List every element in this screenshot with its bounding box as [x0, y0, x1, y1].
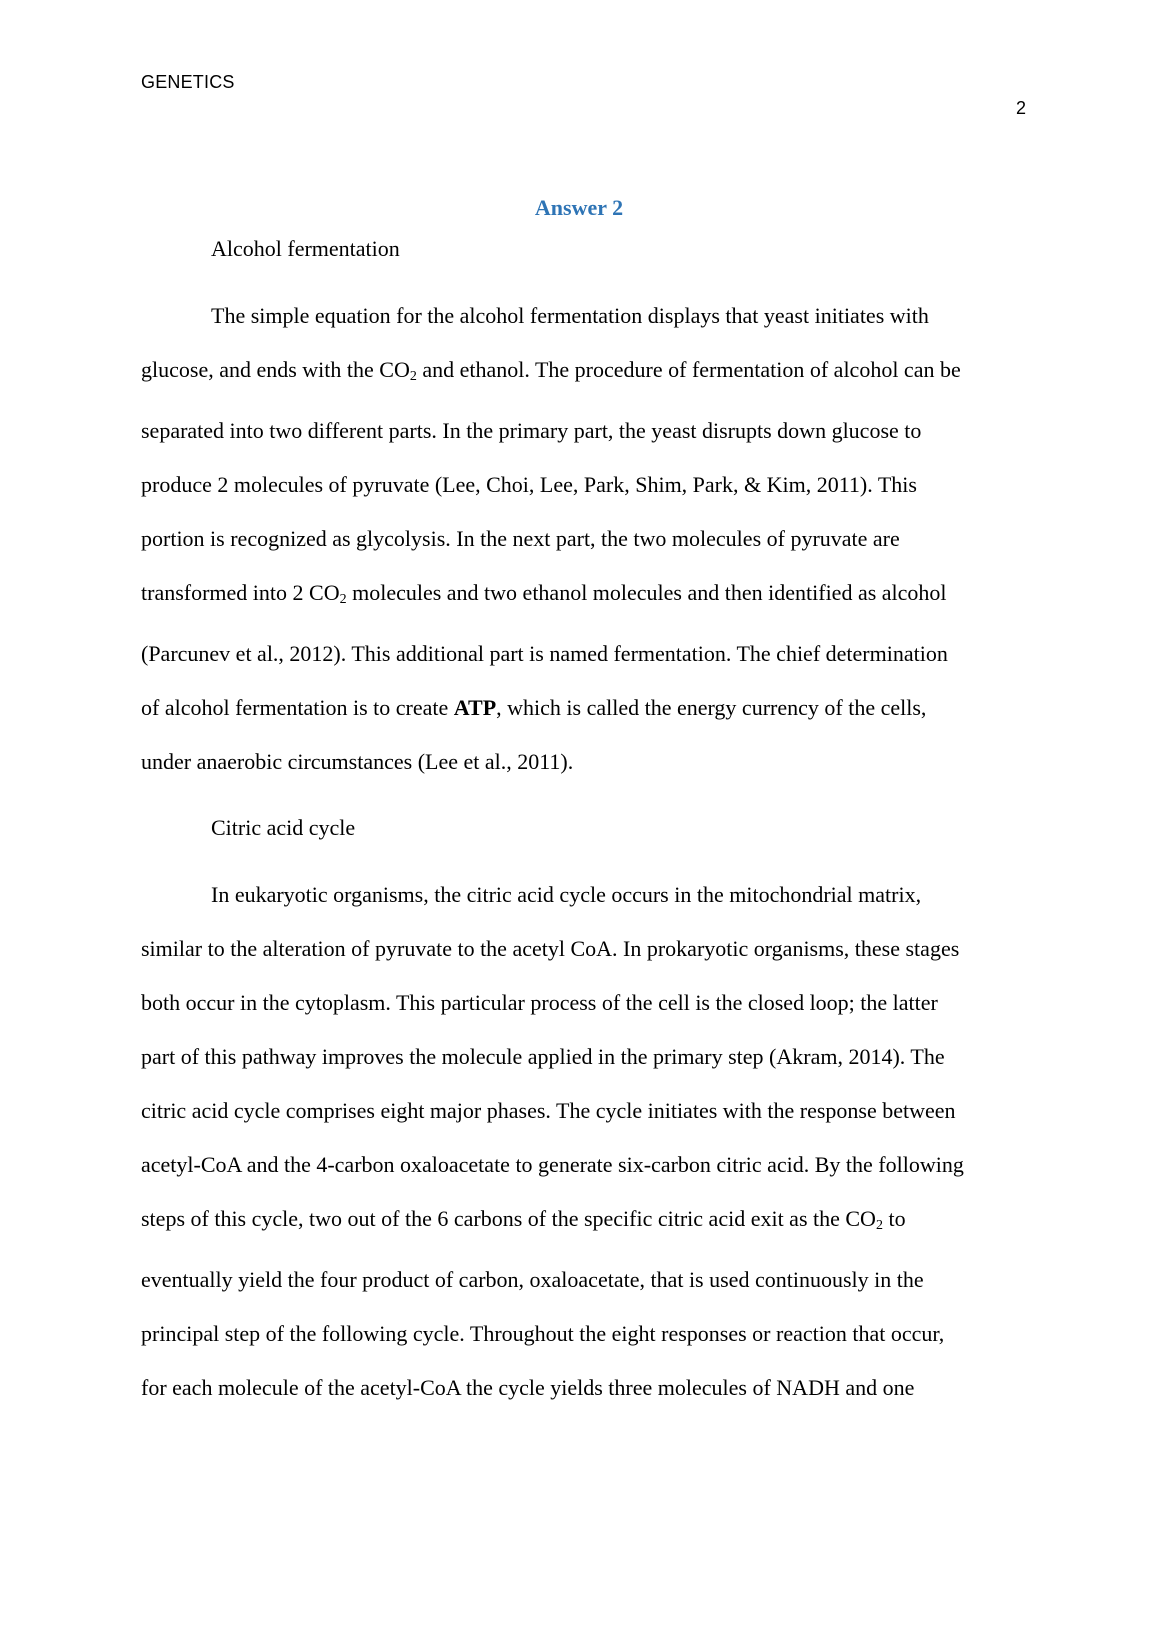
text-line: In eukaryotic organisms, the citric acid cycle occurs in the mitochondrial matrix,: [211, 882, 922, 907]
text-line: citric acid cycle comprises eight major phases. The cycle initiates with the response between: [141, 1098, 956, 1123]
text-line: eventually yield the four product of carbon, oxaloacetate, that is used continuously in the: [141, 1267, 924, 1292]
text-line: similar to the alteration of pyruvate to the acetyl CoA. In prokaryotic organisms, these stages: [141, 936, 960, 961]
running-head: GENETICS: [141, 72, 235, 92]
text-line: acetyl-CoA and the 4-carbon oxaloacetate to generate six-carbon citric acid. By the following: [141, 1152, 964, 1177]
text-line: steps of this cycle, two out of the 6 carbons of the specific citric acid exit as the $CO_2$ to: [141, 1206, 906, 1233]
text-line: of alcohol fermentation is to create ATP, which is called the energy currency of the cells,: [141, 695, 927, 720]
text-line: under anaerobic circumstances (Lee et al., 2011).: [141, 749, 574, 774]
section-title: Answer 2: [534, 195, 624, 220]
text-line: both occur in the cytoplasm. This particular process of the cell is the closed loop; the latter: [141, 990, 938, 1015]
subscript: 2: [409, 369, 417, 384]
text-line: separated into two different parts. In the primary part, the yeast disrupts down glucose to: [141, 418, 922, 443]
paragraph-alcohol-fermentation: [141, 289, 1025, 789]
text-line: portion is recognized as glycolysis. In the next part, the two molecules of pyruvate are: [141, 526, 900, 551]
paragraph-citric-acid-cycle: [141, 868, 1025, 1415]
subscript: 2: [339, 592, 347, 607]
text-line: principal step of the following cycle. Throughout the eight responses or reaction that occur,: [141, 1321, 945, 1346]
text-line: The simple equation for the alcohol fermentation displays that yeast initiates with: [211, 303, 929, 328]
bold-term: ATP: [453, 695, 497, 720]
text-line: for each molecule of the acetyl-CoA the cycle yields three molecules of NADH and one: [141, 1375, 915, 1400]
text-line: transformed into 2 $CO_2$ molecules and two ethanol molecules and then identified as alcohol: [141, 580, 947, 607]
text-line: part of this pathway improves the molecule applied in the primary step (Akram, 2014). The: [141, 1044, 945, 1069]
subheading-citric-acid-cycle: Citric acid cycle: [211, 815, 356, 840]
page-number: 2: [1015, 98, 1026, 118]
text-line: produce 2 molecules of pyruvate (Lee, Choi, Lee, Park, Shim, Park, & Kim, 2011). This: [141, 472, 917, 497]
subheading-alcohol-fermentation: Alcohol fermentation: [211, 236, 400, 261]
text-line: glucose, and ends with the $CO_2$ and ethanol. The procedure of fermentation of alcohol can be: [141, 357, 961, 384]
text-line: (Parcunev et al., 2012). This additional part is named fermentation. The chief determination: [141, 641, 948, 666]
subscript: 2: [875, 1218, 883, 1233]
